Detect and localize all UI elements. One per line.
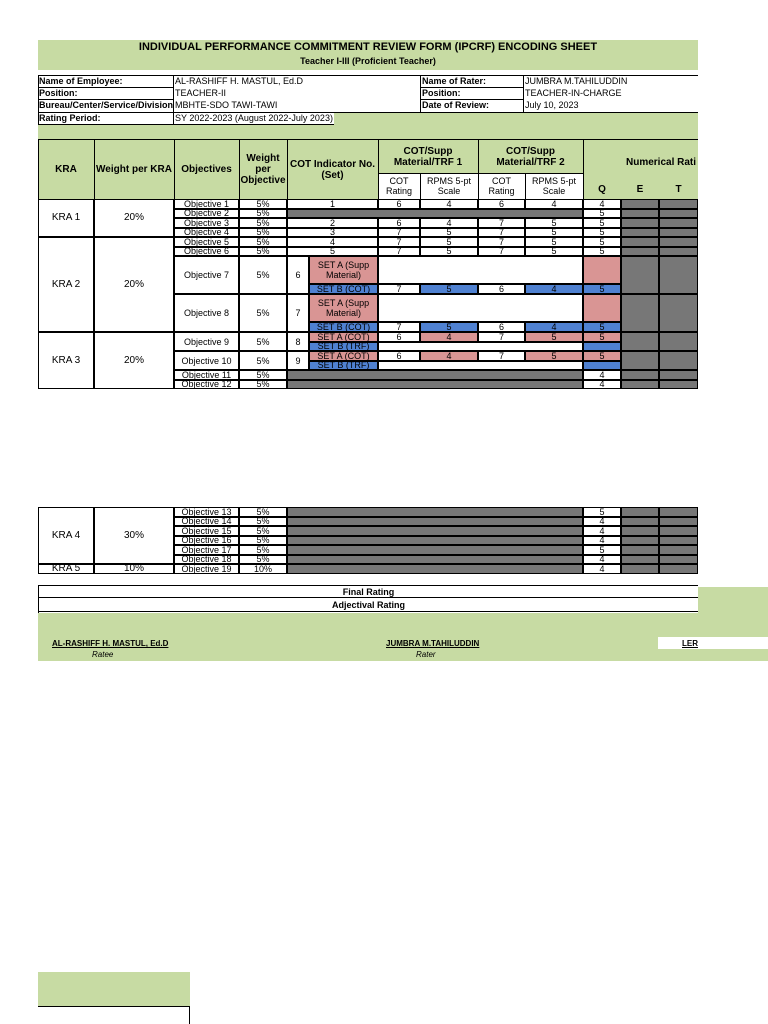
objective-name: Objective 15	[174, 526, 239, 536]
position-label: Position:	[39, 88, 78, 98]
objective-name: Objective 4	[174, 228, 239, 238]
form-title: INDIVIDUAL PERFORMANCE COMMITMENT REVIEW FORM (IPCRF) ENCODING SHEET	[138, 41, 598, 53]
objective-name: Objective 13	[174, 507, 239, 517]
rater-role: Rater	[416, 650, 436, 659]
rpms-score-2: 4	[525, 322, 583, 332]
e-score	[621, 545, 659, 555]
cot-rating-1: 7	[378, 247, 420, 257]
cot-rating-2: 6	[478, 322, 525, 332]
q-score: 4	[583, 555, 621, 565]
signature-band	[38, 637, 768, 661]
e-score	[621, 247, 659, 257]
disabled-cell	[287, 507, 583, 517]
disabled-cell	[287, 526, 583, 536]
rpms-score-2: 5	[525, 218, 583, 228]
e-score	[621, 294, 659, 332]
disabled-cell	[287, 517, 583, 527]
cot-indicator: 2	[287, 218, 378, 228]
cot-rating-2: 7	[478, 228, 525, 238]
rpms-score-2: 4	[525, 284, 583, 294]
objective-weight: 5%	[239, 199, 287, 209]
ratings-table-continued	[38, 507, 698, 585]
header-e: E	[636, 184, 644, 195]
objective-weight: 5%	[239, 228, 287, 238]
cot-rating-2: 7	[478, 237, 525, 247]
rater-position-label: Position:	[422, 88, 461, 98]
blank-cell	[378, 361, 583, 371]
header-rpms-2: RPMS 5-pt Scale	[525, 173, 583, 199]
q-score: 5	[583, 284, 621, 294]
header-cot-rating-2: COT Rating	[478, 173, 525, 199]
objective-name: Objective 3	[174, 218, 239, 228]
cot-rating-1: 6	[378, 199, 420, 209]
cot-indicator: 5	[287, 247, 378, 257]
rpms-score-1: 4	[420, 218, 478, 228]
bureau-value: MBHTE-SDO TAWI-TAWI	[175, 100, 278, 110]
header-q: Q	[598, 184, 606, 195]
q-score: 4	[583, 526, 621, 536]
objective-weight: 5%	[239, 380, 287, 390]
kra-weight: 20%	[94, 332, 174, 389]
t-score	[659, 237, 698, 247]
objective-weight: 5%	[239, 209, 287, 219]
rpms-score-2: 5	[525, 237, 583, 247]
disabled-cell	[287, 380, 583, 390]
kra-weight: 10%	[94, 564, 174, 574]
q-score: 5	[583, 351, 621, 361]
header-numerical: Numerical Rati	[626, 156, 697, 168]
e-score	[621, 555, 659, 565]
signature-spacer	[38, 613, 698, 637]
objective-weight: 5%	[239, 507, 287, 517]
q-highlight	[583, 342, 621, 352]
objective-name: Objective 12	[174, 380, 239, 390]
q-highlight	[583, 256, 621, 284]
cot-rating-2: 7	[478, 247, 525, 257]
e-score	[621, 564, 659, 574]
q-score: 4	[583, 564, 621, 574]
adjectival-rating-label: Adjectival Rating	[39, 598, 698, 612]
rpms-score-1: 4	[420, 351, 478, 361]
q-highlight	[583, 294, 621, 322]
header-rpms-1: RPMS 5-pt Scale	[420, 173, 478, 199]
t-score	[659, 209, 698, 219]
e-score	[621, 370, 659, 380]
q-score: 4	[583, 536, 621, 546]
rpms-score-1: 5	[420, 247, 478, 257]
set-b-label: SET B (COT)	[309, 322, 378, 332]
e-score	[621, 517, 659, 527]
header-weight-kra: Weight per KRA	[96, 164, 172, 175]
rpms-score-2: 5	[525, 351, 583, 361]
header-weight-objective: Weight per Objective	[240, 153, 286, 186]
objective-weight: 5%	[239, 555, 287, 565]
rpms-score-1: 4	[420, 199, 478, 209]
objective-name: Objective 19	[174, 564, 239, 574]
third-signatory: LER	[682, 639, 698, 648]
q-score: 4	[583, 370, 621, 380]
e-score	[621, 218, 659, 228]
cot-rating-2: 7	[478, 218, 525, 228]
header-t: T	[675, 184, 682, 195]
kra-label: KRA 2	[38, 237, 94, 332]
set-a-label: SET A (COT)	[309, 332, 378, 342]
review-date-value: July 10, 2023	[525, 100, 579, 110]
objective-weight: 5%	[239, 218, 287, 228]
cot-rating-1: 7	[378, 237, 420, 247]
cot-indicator-number: 8	[287, 332, 309, 351]
employee-label: Name of Employee:	[39, 76, 123, 86]
q-score: 5	[583, 218, 621, 228]
rpms-score-1: 5	[420, 284, 478, 294]
cot-indicator-number: 6	[287, 256, 309, 294]
rater-position-value: TEACHER-IN-CHARGE	[525, 88, 622, 98]
objective-weight: 5%	[239, 294, 287, 332]
q-score: 5	[583, 247, 621, 257]
kra-label: KRA 5	[38, 564, 94, 574]
e-score	[621, 507, 659, 517]
ratee-role: Ratee	[92, 650, 114, 659]
blank-cell	[378, 256, 583, 284]
cot-indicator: 4	[287, 237, 378, 247]
cot-indicator: 3	[287, 228, 378, 238]
ratings-table	[38, 199, 698, 414]
rpms-score-1: 5	[420, 322, 478, 332]
objective-name: Objective 2	[174, 209, 239, 219]
t-score	[659, 247, 698, 257]
e-score	[621, 256, 659, 294]
e-score	[621, 536, 659, 546]
objective-weight: 5%	[239, 370, 287, 380]
disabled-cell	[287, 370, 583, 380]
set-b-label: SET B (TRF)	[309, 361, 378, 371]
cot-rating-2: 6	[478, 199, 525, 209]
disabled-cell	[287, 536, 583, 546]
objective-name: Objective 9	[174, 332, 239, 351]
e-score	[621, 332, 659, 351]
rpms-score-2: 4	[525, 199, 583, 209]
t-score	[659, 526, 698, 536]
header-objectives: Objectives	[181, 164, 232, 175]
t-score	[659, 370, 698, 380]
q-score: 5	[583, 322, 621, 332]
right-green-band	[698, 587, 768, 637]
e-score	[621, 228, 659, 238]
kra-label: KRA 1	[38, 199, 94, 237]
objective-weight: 5%	[239, 237, 287, 247]
q-score: 5	[583, 545, 621, 555]
kra-weight: 20%	[94, 237, 174, 332]
rpms-score-2: 5	[525, 332, 583, 342]
header-kra: KRA	[55, 164, 77, 175]
kra-label: KRA 4	[38, 507, 94, 564]
cot-rating-2: 7	[478, 351, 525, 361]
objective-name: Objective 17	[174, 545, 239, 555]
cot-rating-1: 6	[378, 351, 420, 361]
employee-value: AL-RASHIFF H. MASTUL, Ed.D	[175, 76, 304, 86]
header-trf1: COT/Supp Material/TRF 1	[393, 145, 463, 168]
review-date-label: Date of Review:	[422, 100, 490, 110]
t-score	[659, 380, 698, 390]
objective-name: Objective 14	[174, 517, 239, 527]
disabled-cell	[287, 555, 583, 565]
kra-weight: 30%	[94, 507, 174, 564]
cot-rating-1: 7	[378, 228, 420, 238]
ratee-name: AL-RASHIFF H. MASTUL, Ed.D	[52, 639, 169, 648]
rpms-score-1: 5	[420, 228, 478, 238]
set-a-label: SET A (Supp Material)	[309, 294, 378, 322]
objective-name: Objective 18	[174, 555, 239, 565]
objective-name: Objective 1	[174, 199, 239, 209]
t-score	[659, 228, 698, 238]
rpms-score-2: 5	[525, 228, 583, 238]
q-score: 5	[583, 507, 621, 517]
q-score: 4	[583, 380, 621, 390]
employee-info-block	[38, 75, 698, 125]
t-score	[659, 555, 698, 565]
q-score: 4	[583, 517, 621, 527]
objective-weight: 5%	[239, 351, 287, 370]
position-value: TEACHER-II	[175, 88, 227, 98]
objective-weight: 5%	[239, 526, 287, 536]
cot-indicator-number: 9	[287, 351, 309, 370]
blank-cell	[378, 294, 583, 322]
e-score	[621, 199, 659, 209]
t-score	[659, 545, 698, 555]
t-score	[659, 507, 698, 517]
q-highlight	[583, 361, 621, 371]
t-score	[659, 218, 698, 228]
bureau-label: Bureau/Center/Service/Division	[39, 100, 174, 110]
table-header	[38, 139, 698, 199]
cot-indicator: 1	[287, 199, 378, 209]
t-score	[659, 199, 698, 209]
header-trf2: COT/Supp Material/TRF 2	[496, 145, 565, 168]
set-a-label: SET A (Supp Material)	[309, 256, 378, 284]
objective-weight: 5%	[239, 247, 287, 257]
set-b-label: SET B (TRF)	[309, 342, 378, 352]
kra-label: KRA 3	[38, 332, 94, 389]
disabled-cell	[287, 545, 583, 555]
disabled-cell	[287, 564, 583, 574]
period-value: SY 2022-2023 (August 2022-July 2023)	[175, 113, 333, 123]
t-score	[659, 256, 698, 294]
rater-label: Name of Rater:	[422, 76, 487, 86]
objective-name: Objective 7	[174, 256, 239, 294]
rpms-score-1: 4	[420, 332, 478, 342]
form-subtitle: Teacher I-III (Proficient Teacher)	[300, 56, 436, 66]
cot-rating-2: 7	[478, 332, 525, 342]
cot-rating-1: 7	[378, 322, 420, 332]
q-score: 5	[583, 332, 621, 342]
objective-weight: 10%	[239, 564, 287, 574]
disabled-cell	[287, 209, 583, 219]
objective-weight: 5%	[239, 517, 287, 527]
rater-value: JUMBRA M.TAHILUDDIN	[525, 76, 628, 86]
spacer-band	[38, 125, 698, 139]
e-score	[621, 237, 659, 247]
title-band	[38, 40, 698, 70]
q-score: 4	[583, 199, 621, 209]
cot-rating-1: 6	[378, 332, 420, 342]
objective-weight: 5%	[239, 332, 287, 351]
rpms-score-2: 5	[525, 247, 583, 257]
t-score	[659, 294, 698, 332]
rpms-score-1: 5	[420, 237, 478, 247]
e-score	[621, 209, 659, 219]
cot-rating-1: 7	[378, 284, 420, 294]
objective-name: Objective 6	[174, 247, 239, 257]
objective-weight: 5%	[239, 536, 287, 546]
final-rating-block	[38, 585, 698, 613]
kra-weight: 20%	[94, 199, 174, 237]
t-score	[659, 517, 698, 527]
t-score	[659, 564, 698, 574]
header-cot-indicator: COT Indicator No. (Set)	[290, 158, 375, 181]
period-label: Rating Period:	[39, 113, 101, 123]
set-b-label: SET B (COT)	[309, 284, 378, 294]
objective-name: Objective 16	[174, 536, 239, 546]
blank-cell	[378, 342, 583, 352]
objective-name: Objective 11	[174, 370, 239, 380]
cot-indicator-number: 7	[287, 294, 309, 332]
objective-name: Objective 8	[174, 294, 239, 332]
objective-name: Objective 5	[174, 237, 239, 247]
footer-green-box	[38, 972, 190, 1006]
footer-cell	[38, 1006, 190, 1024]
objective-name: Objective 10	[174, 351, 239, 370]
e-score	[621, 526, 659, 536]
q-score: 5	[583, 237, 621, 247]
t-score	[659, 332, 698, 351]
t-score	[659, 536, 698, 546]
e-score	[621, 380, 659, 390]
objective-weight: 5%	[239, 256, 287, 294]
final-rating-label: Final Rating	[39, 585, 698, 598]
cot-rating-2: 6	[478, 284, 525, 294]
q-score: 5	[583, 209, 621, 219]
header-cot-rating-1: COT Rating	[378, 173, 420, 199]
set-a-label: SET A (COT)	[309, 351, 378, 361]
rater-name: JUMBRA M.TAHILUDDIN	[386, 639, 480, 648]
e-score	[621, 351, 659, 370]
t-score	[659, 351, 698, 370]
q-score: 5	[583, 228, 621, 238]
cot-rating-1: 6	[378, 218, 420, 228]
objective-weight: 5%	[239, 545, 287, 555]
